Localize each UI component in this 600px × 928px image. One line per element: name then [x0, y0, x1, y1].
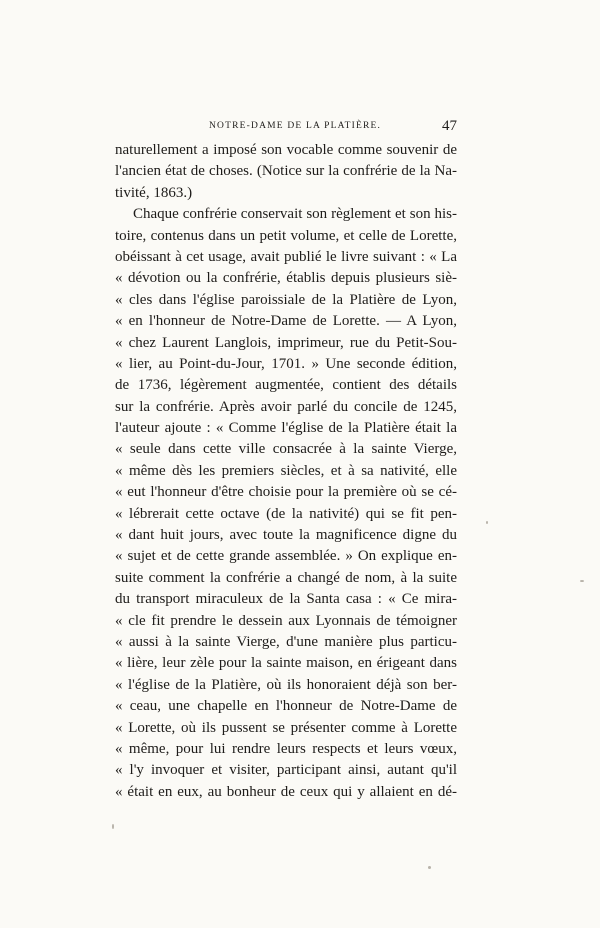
text-line: « même dès les premiers siècles, et à sa nativité, elle	[115, 462, 457, 479]
text-line: « ceau, une chapelle en l'honneur de Notre-Dame de	[115, 698, 457, 715]
text-line: de 1736, légèrement augmentée, contient des détails	[115, 377, 457, 394]
text-line: « même, pour lui rendre leurs respects et leurs vœux,	[115, 740, 457, 757]
text-line: « eut l'honneur d'être choisie pour la première où se cé-	[115, 484, 457, 501]
text-line: toire, contenus dans un petit volume, et celle de Lorette,	[115, 227, 457, 244]
text-line: du transport miraculeux de la Santa casa : « Ce mira-	[115, 591, 457, 608]
text-line: « était en eux, au bonheur de ceux qui y allaient en dé-	[115, 783, 457, 800]
text-line: « seule dans cette ville consacrée à la sainte Vierge,	[115, 441, 457, 458]
text-line: « lébrerait cette octave (de la nativité) qui se fit pen-	[115, 505, 457, 522]
text-line: « chez Laurent Langlois, imprimeur, rue du Petit-Sou-	[115, 334, 457, 351]
paper-speck	[112, 824, 114, 829]
running-title: NOTRE-DAME DE LA PLATIÈRE.	[209, 121, 382, 131]
text-line: Chaque confrérie conservait son règlement et son his-	[133, 206, 457, 223]
page-number: 47	[442, 118, 457, 134]
text-line: « l'y invoquer et visiter, participant ainsi, autant qu'il	[115, 762, 457, 779]
text-line: sur la confrérie. Après avoir parlé du concile de 1245,	[115, 398, 457, 415]
text-line: suite comment la confrérie a changé de nom, à la suite	[115, 569, 457, 586]
text-line: « cles dans l'église paroissiale de la Platière de Lyon,	[115, 291, 457, 308]
text-line: « Lorette, où ils pussent se présenter comme à Lorette	[115, 719, 457, 736]
text-line: « sujet et de cette grande assemblée. » On explique en-	[115, 548, 457, 565]
text-line: l'auteur ajoute : « Comme l'église de la Platière était la	[115, 420, 457, 437]
paper-speck	[428, 866, 431, 869]
text-line: obéissant à cet usage, avait publié le livre suivant : « La	[115, 248, 457, 265]
text-line: naturellement a imposé son vocable comme souvenir de	[115, 142, 457, 158]
paper-speck	[580, 580, 584, 582]
text-line: « dant huit jours, avec toute la magnificence digne du	[115, 527, 457, 544]
text-line: « dévotion ou la confrérie, établis depuis plusieurs siè-	[115, 270, 457, 287]
body-text	[115, 140, 457, 803]
page-header	[115, 118, 457, 138]
text-line: « l'église de la Platière, où ils honoraient déjà son ber-	[115, 676, 457, 693]
text-line: « lière, leur zèle pour la sainte maison, en érigeant dans	[115, 655, 457, 672]
paper-speck	[486, 521, 488, 524]
text-line: l'ancien état de choses. (Notice sur la confrérie de la Na-	[115, 163, 457, 180]
text-line: tivité, 1863.)	[115, 184, 193, 201]
text-line: « aussi à la sainte Vierge, d'une manière plus particu-	[115, 633, 457, 650]
text-line: « en l'honneur de Notre-Dame de Lorette. — A Lyon,	[115, 313, 457, 330]
text-line: « lier, au Point-du-Jour, 1701. » Une seconde édition,	[115, 355, 457, 372]
text-line: « cle fit prendre le dessein aux Lyonnais de témoigner	[115, 612, 457, 629]
